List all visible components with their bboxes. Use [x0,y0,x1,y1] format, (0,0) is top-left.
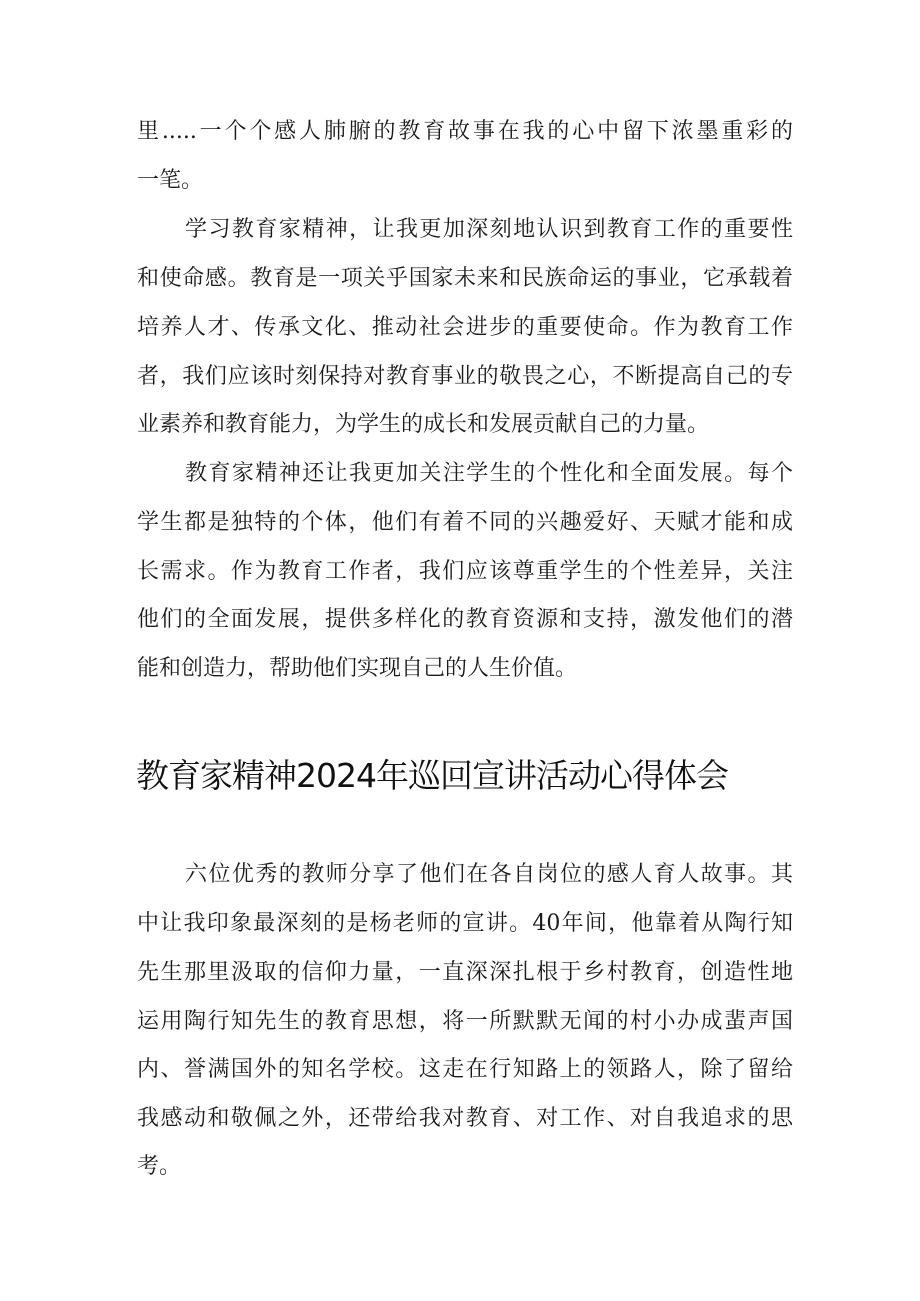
paragraph-line: 里.....一个个感人肺腑的教育故事在我的心中留下浓墨重彩的 [137,119,793,144]
paragraph-line: 先生那里汲取的信仰力量，一直深深扎根于乡村教育，创造性地 [137,960,793,985]
paragraph-line: 培养人才、传承文化、推动社会进步的重要使命。作为教育工作 [137,315,793,340]
section-heading: 教育家精神2024年巡回宣讲活动心得体会 [136,756,728,795]
paragraph-line: 业素养和教育能力，为学生的成长和发展贡献自己的力量。 [137,412,710,437]
paragraph-line: 中让我印象最深刻的是杨老师的宣讲。40年间，他靠着从陶行知 [137,911,793,936]
paragraph-line: 长需求。作为教育工作者，我们应该尊重学生的个性差异，关注 [137,559,793,584]
paragraph-line: 者，我们应该时刻保持对教育事业的敬畏之心，不断提高自己的专 [137,364,793,389]
paragraph-line: 能和创造力，帮助他们实现自己的人生价值。 [137,656,578,681]
paragraph-line: 和使命感。教育是一项关乎国家未来和民族命运的事业，它承载着 [137,266,793,291]
paragraph-line: 六位优秀的教师分享了他们在各自岗位的感人育人故事。其 [185,862,793,887]
paragraph-line: 他们的全面发展，提供多样化的教育资源和支持，激发他们的潜 [137,607,793,632]
paragraph-line: 考。 [137,1154,182,1179]
paragraph-line: 学生都是独特的个体，他们有着不同的兴趣爱好、天赋才能和成 [137,510,793,535]
paragraph-line: 运用陶行知先生的教育思想，将一所默默无闻的村小办成蜚声国 [137,1009,793,1034]
paragraph-line: 一笔。 [137,168,204,193]
paragraph-line: 教育家精神还让我更加关注学生的个性化和全面发展。每个 [185,461,793,486]
paragraph-line: 我感动和敬佩之外，还带给我对教育、对工作、对自我追求的思 [137,1106,793,1131]
paragraph-line: 内、誉满国外的知名学校。这走在行知路上的领路人，除了留给 [137,1057,793,1082]
paragraph-line: 学习教育家精神，让我更加深刻地认识到教育工作的重要性 [185,217,793,242]
